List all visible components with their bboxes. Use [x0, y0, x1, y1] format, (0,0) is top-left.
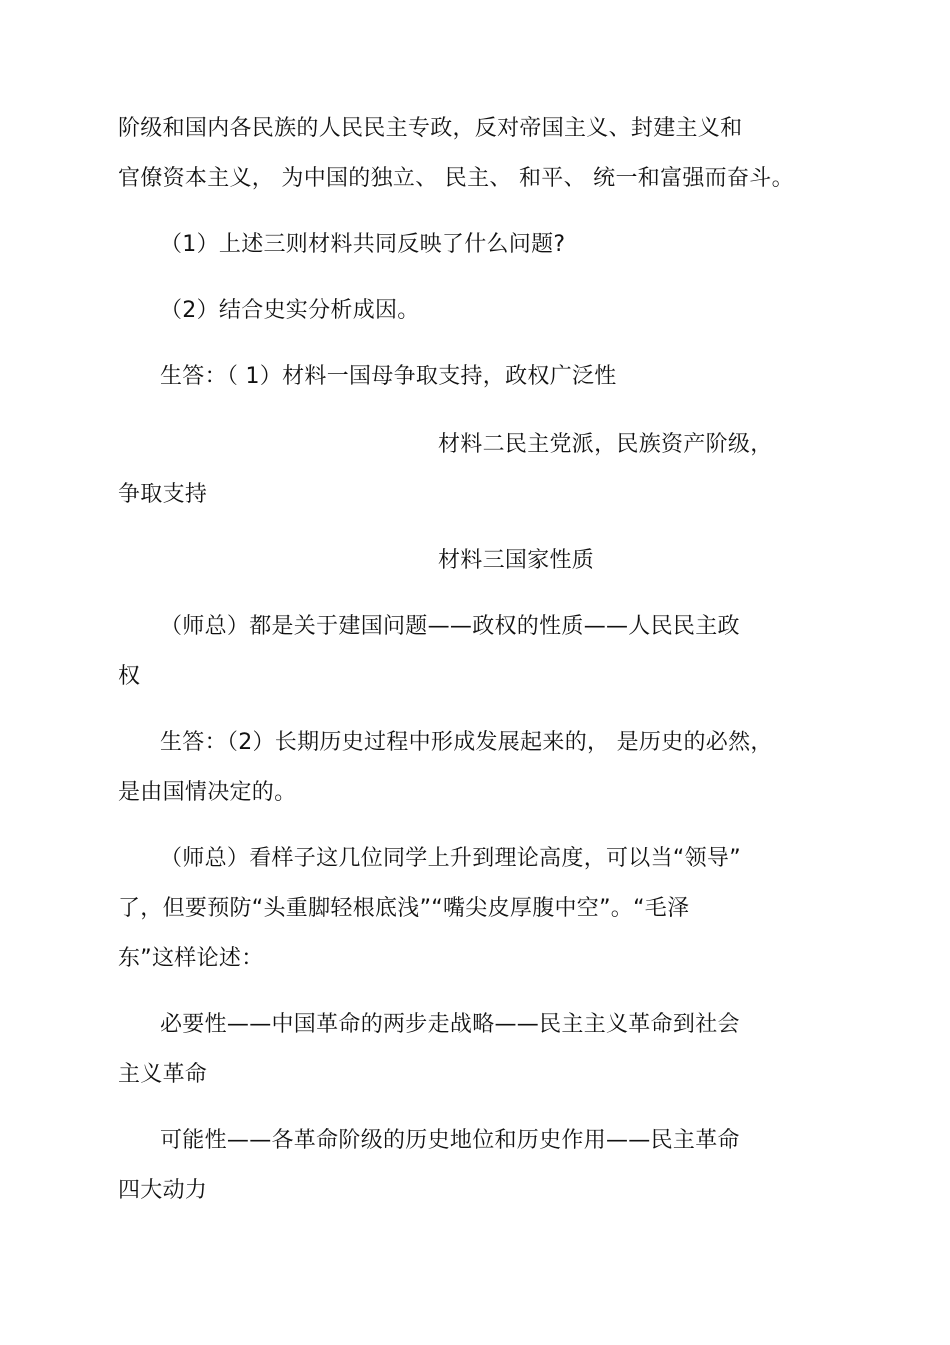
- text-line: 生答：（2）长期历史过程中形成发展起来的， 是历史的必然，: [160, 730, 773, 755]
- text-line: 争取支持: [118, 482, 208, 507]
- text-line: 了，但要预防“头重脚轻根底浅”“嘴尖皮厚腹中空”。“毛泽: [118, 896, 690, 921]
- text-line: 是由国情决定的。: [118, 780, 297, 805]
- text-line: （师总）看样子这几位同学上升到理论高度，可以当“领导”: [160, 846, 741, 871]
- text-line: （2）结合史实分析成因。: [160, 298, 420, 323]
- text-line: 权: [118, 664, 141, 689]
- text-line: 可能性——各革命阶级的历史地位和历史作用——民主革命: [160, 1128, 740, 1153]
- text-line: 生答：（ 1）材料一国母争取支持，政权广泛性: [160, 364, 617, 389]
- text-line: 材料三国家性质: [438, 548, 595, 573]
- text-line: 四大动力: [118, 1178, 208, 1203]
- text-line: 官僚资本主义， 为中国的独立、 民主、 和平、 统一和富强而奋斗。: [118, 166, 794, 191]
- text-line: （师总）都是关于建国问题——政权的性质——人民民主政: [160, 614, 740, 639]
- text-line: 东”这样论述：: [118, 946, 264, 971]
- text-line: （1）上述三则材料共同反映了什么问题?: [160, 232, 566, 257]
- text-line: 主义革命: [118, 1062, 208, 1087]
- text-line: 阶级和国内各民族的人民民主专政，反对帝国主义、封建主义和: [118, 116, 743, 141]
- text-line: 必要性——中国革命的两步走战略——民主主义革命到社会: [160, 1012, 740, 1037]
- text-line: 材料二民主党派，民族资产阶级，: [438, 432, 773, 457]
